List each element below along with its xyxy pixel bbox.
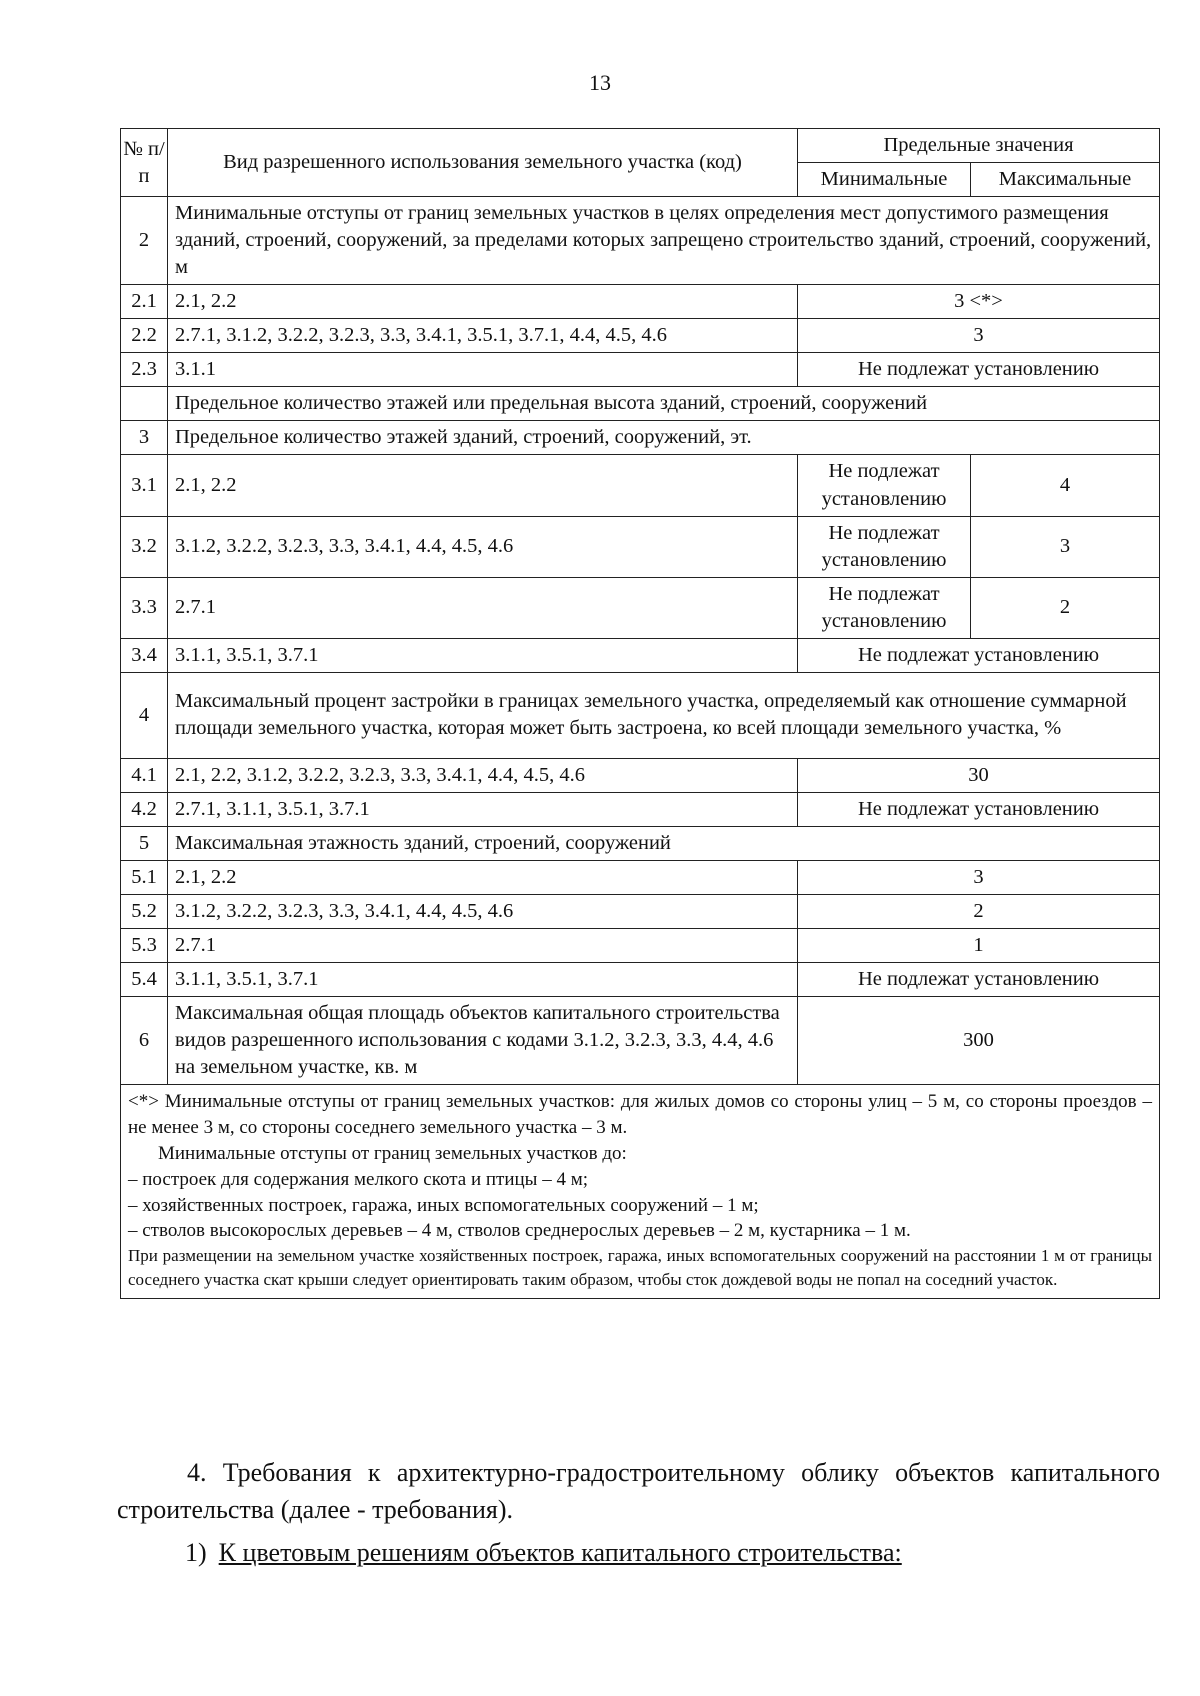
footnote-row [121, 1085, 1160, 1299]
table-row [121, 353, 1160, 387]
row-num: 2.3 [121, 353, 168, 387]
row-section-text: Предельное количество этажей или предельная высота зданий, строений, сооружений [168, 387, 1160, 421]
table-row [121, 672, 1160, 758]
header-num: № п/п [121, 129, 168, 197]
row-num: 5.1 [121, 860, 168, 894]
table-row [121, 319, 1160, 353]
row-num: 2.2 [121, 319, 168, 353]
table-row [121, 963, 1160, 997]
row-use: 3.1.1, 3.5.1, 3.7.1 [168, 963, 798, 997]
row-use: 2.1, 2.2 [168, 860, 798, 894]
footnote-line: <*> Минимальные отступы от границ земельных участков: для жилых домов со стороны улиц – 5 м, со стороны проездов – не менее 3 м, со стороны соседнего земельного участка – 3 м. [128, 1091, 1152, 1139]
row-num: 5 [121, 826, 168, 860]
row-max: 3 [971, 516, 1160, 577]
header-use: Вид разрешенного использования земельного участка (код) [168, 129, 798, 197]
table-header-row [121, 129, 1160, 163]
table-row [121, 638, 1160, 672]
row-section-text: Максимальная этажность зданий, строений, сооружений [168, 826, 1160, 860]
row-use: 2.7.1, 3.1.2, 3.2.2, 3.2.3, 3.3, 3.4.1, 3.5.1, 3.7.1, 4.4, 4.5, 4.6 [168, 319, 798, 353]
row-num: 4.1 [121, 758, 168, 792]
row-num: 3.2 [121, 516, 168, 577]
row-use: 3.1.1 [168, 353, 798, 387]
header-limits: Предельные значения [798, 129, 1160, 163]
row-max: 2 [971, 577, 1160, 638]
row-use: 3.1.2, 3.2.2, 3.2.3, 3.3, 3.4.1, 4.4, 4.5, 4.6 [168, 894, 798, 928]
table-row [121, 860, 1160, 894]
row-num: 4 [121, 672, 168, 758]
table-row [121, 826, 1160, 860]
table-row [121, 516, 1160, 577]
row-num: 3.1 [121, 455, 168, 516]
footnote-line: Минимальные отступы от границ земельных участков до: [158, 1142, 627, 1164]
list-item-color-solutions [185, 1535, 1160, 1572]
header-max: Максимальные [971, 163, 1160, 197]
table-row [121, 758, 1160, 792]
table-row [121, 197, 1160, 285]
row-use: 2.7.1 [168, 929, 798, 963]
row-num: 5.3 [121, 929, 168, 963]
table-row [121, 792, 1160, 826]
row-use: 2.1, 2.2 [168, 285, 798, 319]
table-row [121, 421, 1160, 455]
row-section-text: Предельное количество этажей зданий, строений, сооружений, эт. [168, 421, 1160, 455]
footnote [121, 1085, 1160, 1299]
row-num: 2 [121, 197, 168, 285]
footnote-item: – стволов высокорослых деревьев – 4 м, стволов среднерослых деревьев – 2 м, кустарника – 1 м. [128, 1220, 911, 1242]
row-min: Не подлежат установлению [798, 455, 971, 516]
row-max: 4 [971, 455, 1160, 516]
row-value: 300 [798, 997, 1160, 1085]
footnote-item: – построек для содержания мелкого скота и птицы – 4 м; [128, 1168, 588, 1190]
row-num: 5.4 [121, 963, 168, 997]
row-use: 2.7.1, 3.1.1, 3.5.1, 3.7.1 [168, 792, 798, 826]
row-min: Не подлежат установлению [798, 577, 971, 638]
footnote-item: – хозяйственных построек, гаража, иных вспомогательных сооружений – 1 м; [128, 1194, 759, 1216]
header-min: Минимальные [798, 163, 971, 197]
row-value: 3 <*> [798, 285, 1160, 319]
list-item-number: 1) [185, 1538, 207, 1567]
row-use: 2.1, 2.2 [168, 455, 798, 516]
page-number: 13 [589, 70, 611, 95]
table-row [121, 285, 1160, 319]
footnote-note: При размещении на земельном участке хозяйственных построек, гаража, иных вспомогательных сооружений на расстоянии 1 м от границы соседнего участка скат крыши следует ориентировать таким образом, чтобы сток дождевой воды не попал на соседний участок. [128, 1246, 1152, 1290]
table-row [121, 929, 1160, 963]
table-row [121, 455, 1160, 516]
row-section-text: Минимальные отступы от границ земельных участков в целях определения мест допустимого размещения зданий, строений, сооружений, за пределами которых запрещено строительство зданий, строений, сооружений, м [168, 197, 1160, 285]
table-row [121, 894, 1160, 928]
row-value: 2 [798, 894, 1160, 928]
row-num [121, 387, 168, 421]
row-num: 4.2 [121, 792, 168, 826]
row-use: 3.1.1, 3.5.1, 3.7.1 [168, 638, 798, 672]
row-value: Не подлежат установлению [798, 963, 1160, 997]
row-value: Не подлежат установлению [798, 792, 1160, 826]
row-value: 3 [798, 860, 1160, 894]
row-use: 3.1.2, 3.2.2, 3.2.3, 3.3, 3.4.1, 4.4, 4.5, 4.6 [168, 516, 798, 577]
table-row [121, 997, 1160, 1085]
row-value: 3 [798, 319, 1160, 353]
row-num: 2.1 [121, 285, 168, 319]
row-num: 3.3 [121, 577, 168, 638]
row-num: 6 [121, 997, 168, 1085]
paragraph-requirements: 4. Требования к архитектурно-градостроительному облику объектов капитального строительства (далее - требования). [117, 1458, 1160, 1524]
row-use: Максимальная общая площадь объектов капитального строительства видов разрешенного использования с кодами 3.1.2, 3.2.3, 3.3, 4.4, 4.6 на земельном участке, кв. м [168, 997, 798, 1085]
row-value: Не подлежат установлению [798, 353, 1160, 387]
row-value: 1 [798, 929, 1160, 963]
row-use: 2.7.1 [168, 577, 798, 638]
row-num: 3.4 [121, 638, 168, 672]
row-num: 5.2 [121, 894, 168, 928]
table-row [121, 577, 1160, 638]
row-use: 2.1, 2.2, 3.1.2, 3.2.2, 3.2.3, 3.3, 3.4.1, 4.4, 4.5, 4.6 [168, 758, 798, 792]
row-value: Не подлежат установлению [798, 638, 1160, 672]
row-num: 3 [121, 421, 168, 455]
row-value: 30 [798, 758, 1160, 792]
row-section-text: Максимальный процент застройки в границах земельного участка, определяемый как отношение суммарной площади земельного участка, которая может быть застроена, ко всей площади земельного участка, % [168, 672, 1160, 758]
list-item-heading: К цветовым решениям объектов капитального строительства: [218, 1538, 902, 1567]
table-row [121, 387, 1160, 421]
row-min: Не подлежат установлению [798, 516, 971, 577]
regulations-table [120, 128, 1160, 1299]
